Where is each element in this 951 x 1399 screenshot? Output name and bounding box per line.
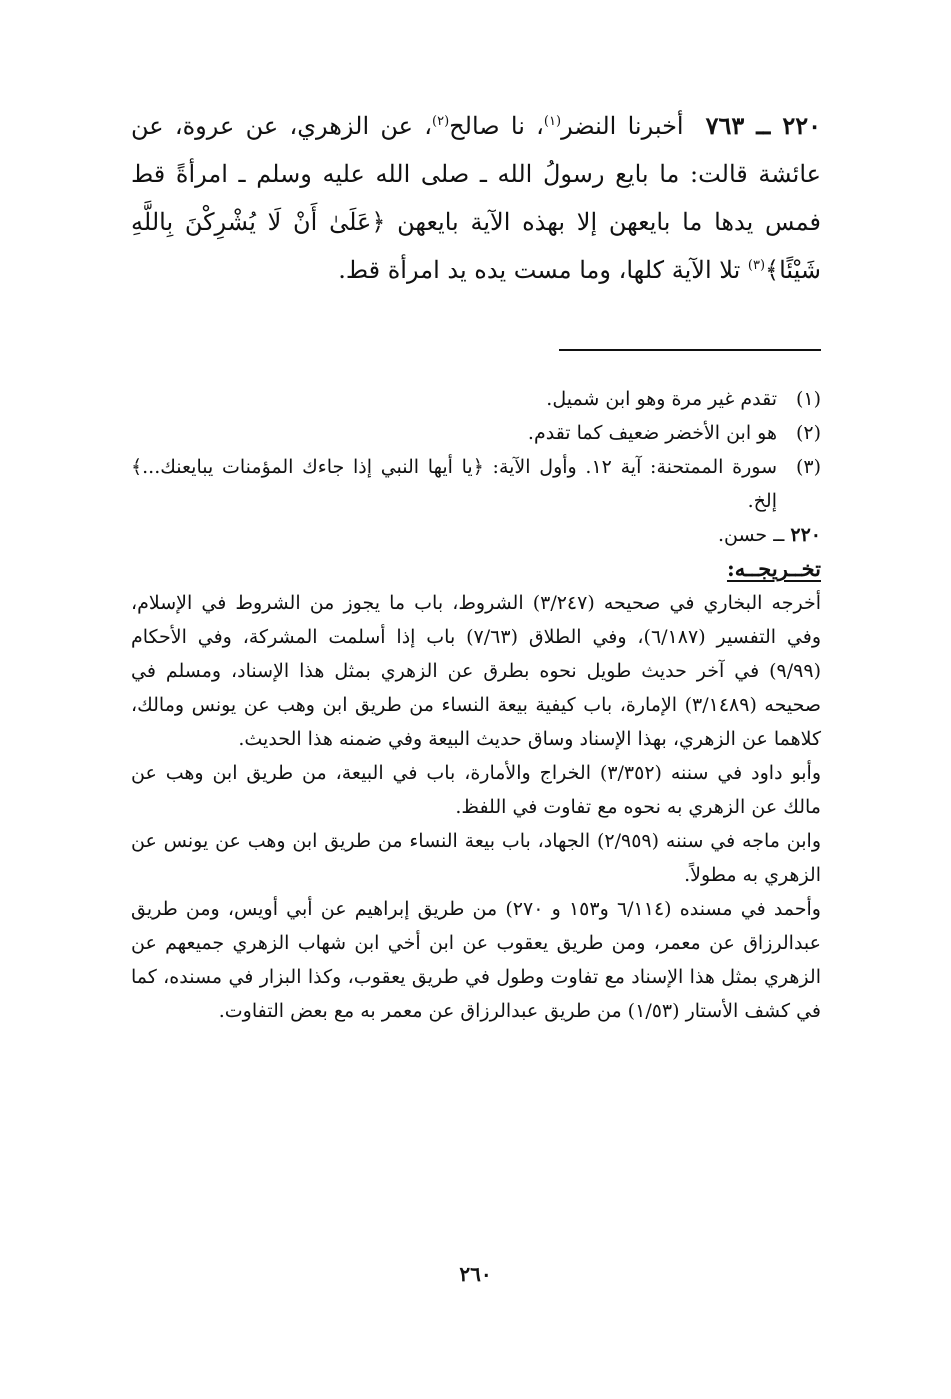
footnote-text: سورة الممتحنة: آية ١٢. وأول الآية: ﴿يا أيها النبي إذا جاءك المؤمنات يبايعنك...﴾ إلخ.: [131, 456, 777, 512]
hadith-text: [131, 102, 821, 294]
hadith-grade: [131, 518, 821, 552]
takhrij-paragraph: وأحمد في مسنده (٦/١١٤ و١٥٣ و ٢٧٠) من طريق إبراهيم عن أبي أويس، ومن طريق عبدالرزاق عن معمر، ومن طريق يعقوب عن ابن أخي ابن شهاب الزهري جميعهم عن الزهري بمثل هذا الإسناد مع تفاوت وطول في طريق يعقوب، وكذا البزار في مسنده، كما في كشف الأستار (١/٥٣) من طريق عبدالرزاق عن معمر به مع بعض التفاوت.: [131, 898, 821, 1022]
hadith-text-part-4: تلا الآية كلها، وما مست يده يد امرأة قط.: [338, 256, 748, 284]
hadith-text-part-2: ، نا صالح: [449, 112, 544, 140]
page-number: ٢٦٠: [459, 1262, 492, 1286]
takhrij-paragraph: وأبو داود في سننه (٣/٣٥٢) الخراج والأمارة، باب في البيعة، من طريق ابن وهب عن مالك عن الزهري به نحوه مع تفاوت في اللفظ.: [131, 762, 822, 818]
takhrij-paragraph: وابن ماجه في سننه (٢/٩٥٩) الجهاد، باب بيعة النساء من طريق ابن وهب عن يونس عن الزهري به مطولاً.: [131, 830, 822, 886]
footnote-separator: [559, 349, 821, 351]
footnote-number: (٣): [795, 456, 821, 478]
takhrij-paragraph: أخرجه البخاري في صحيحه (٣/٢٤٧) الشروط، باب ما يجوز من الشروط في الإسلام، وفي التفسير (٦/١٨٧)، وفي الطلاق (٧/٦٣) باب إذا أسلمت المشركة، وفي الأحكام (٩/٩٩) في آخر حديث طويل نحوه بطرق عن الزهري بمثل هذا الإسناد، ومسلم في صحيحه (٣/١٤٨٩) الإمارة، باب كيفية بيعة النساء من طريق ابن وهب عن يونس ومالك، كلاهما عن الزهري، بهذا الإسناد وساق حديث البيعة وفي ضمنه هذا الحديث.: [131, 592, 821, 750]
footnote-1: [131, 382, 821, 416]
hadith-number: ٢٢٠ ــ ٧٦٣: [705, 111, 821, 140]
footnotes-section: [131, 382, 821, 1028]
footnote-2: [131, 416, 821, 450]
hadith-text-part-3: ، عن الزهري، عن عروة، عن عائشة قالت: ما بايع رسولُ الله ـ صلى الله عليه وسلم ـ امرأةً قط فمس يدها ما بايعهن إلا بهذه الآية بايعهن ﴿عَلَىٰ أَنْ لَا يُشْرِكْنَ بِاللَّهِ شَيْئًا﴾: [131, 112, 821, 284]
grade-number: ٢٢٠: [790, 524, 821, 546]
footnote-text: تقدم غير مرة وهو ابن شميل.: [546, 388, 777, 410]
footnote-3: [131, 450, 821, 518]
hadith-text-part-1: أخبرنا النضر: [561, 112, 684, 140]
takhrij-heading: تخــريجــه:: [726, 556, 821, 581]
footnote-ref-3[interactable]: (٣): [747, 258, 766, 273]
footnote-number: (٢): [795, 422, 821, 444]
grade-text: ــ حسن.: [717, 524, 791, 546]
footnote-ref-2[interactable]: (٢): [432, 114, 450, 129]
footnote-text: هو ابن الأخضر ضعيف كما تقدم.: [527, 422, 777, 444]
footnote-number: (١): [795, 388, 821, 410]
footnote-ref-1[interactable]: (١): [543, 114, 562, 129]
